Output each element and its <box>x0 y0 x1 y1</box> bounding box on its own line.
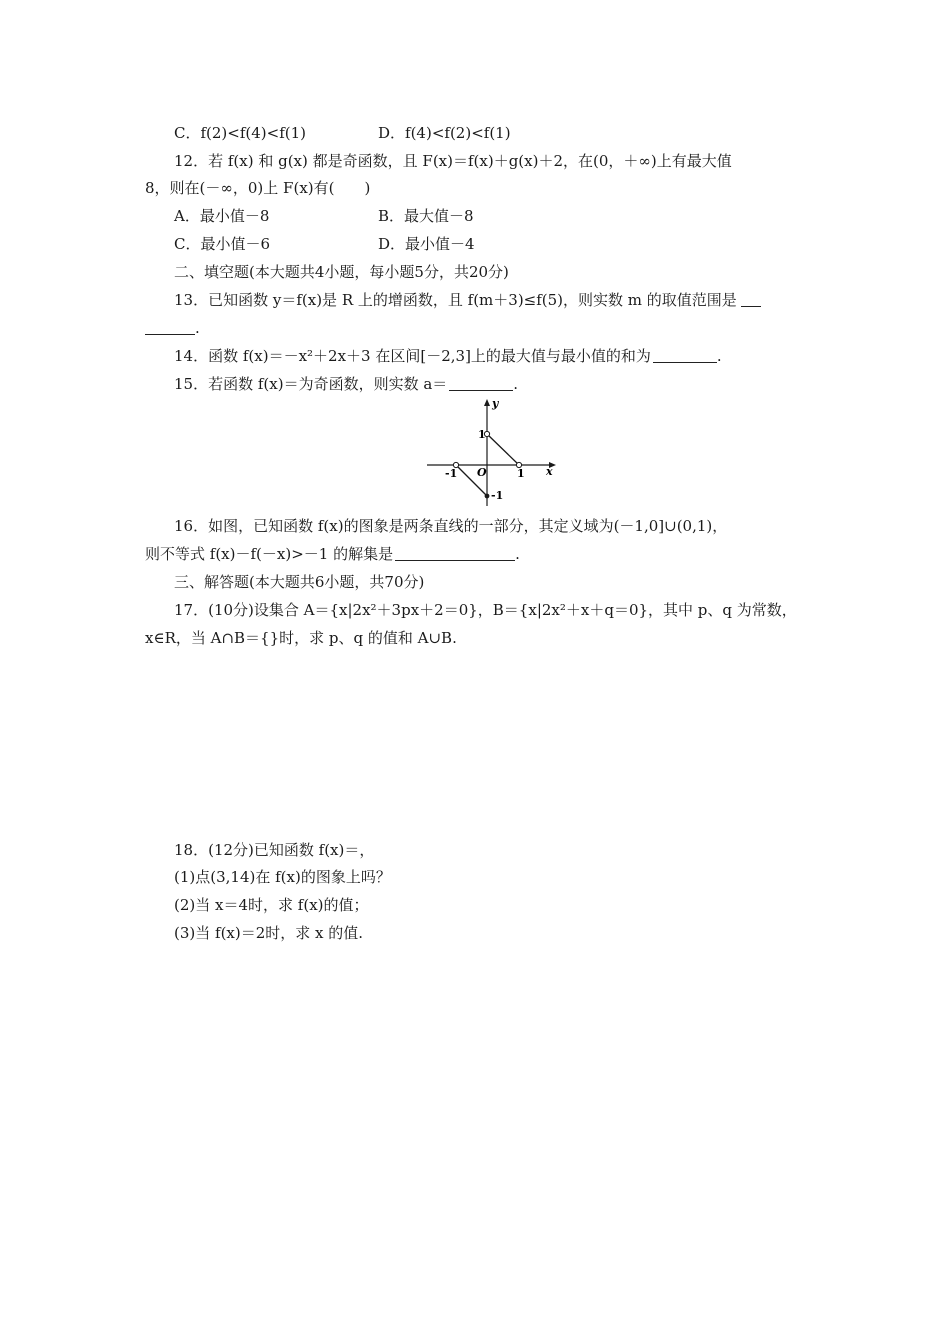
q16-stem-line2 <box>145 544 520 564</box>
q14-answer-blank <box>653 348 717 363</box>
section-heading-answer-text: 三、解答题(本大题共6小题，共70分) <box>174 573 425 591</box>
label-x-neg1: -1 <box>445 467 458 480</box>
q14-period: . <box>716 347 722 365</box>
q14-stem <box>174 346 722 366</box>
q12-stem-line2-text: 8，则在(－∞，0)上 F(x)有( ) <box>145 179 371 197</box>
q11-option-d <box>378 123 511 143</box>
q12-option-a-text: A．最小值－8 <box>174 207 270 225</box>
q17-stem-line1 <box>174 600 797 620</box>
section-heading-fill-in-text: 二、填空题(本大题共4小题，每小题5分，共20分) <box>174 263 509 281</box>
q12-stem-line2 <box>145 178 370 198</box>
segment-right <box>487 434 519 465</box>
q17-stem-line1-text: 17．(10分)设集合 A＝{x|2x²＋3px＋2＝0}，B＝{x|2x²＋x＋q＝0}，其中 p、q 为常数， <box>174 601 797 619</box>
label-y-1: 1 <box>478 428 486 441</box>
q15-answer-blank <box>449 376 513 391</box>
label-origin: O <box>477 466 487 479</box>
q16-stem-line2-text: 则不等式 f(x)－f(－x)>－1 的解集是 <box>145 545 394 563</box>
section-heading-fill-in <box>174 262 509 282</box>
label-y: y <box>492 397 499 410</box>
q12-option-d-text: D．最小值－4 <box>378 235 475 253</box>
q17-stem-line2-text: x∈R，当 A∩B＝{}时，求 p、q 的值和 A∪B. <box>145 629 457 647</box>
q13-answer-blank-part2 <box>145 320 195 335</box>
q12-stem-line1 <box>174 151 732 171</box>
q12-stem-line1-text: 12．若 f(x) 和 g(x) 都是奇函数，且 F(x)＝f(x)＋g(x)＋2，在(0，＋∞)上有最大值 <box>174 152 732 170</box>
q16-stem-line1 <box>174 516 727 536</box>
q15-period: . <box>513 375 519 393</box>
q13-stem-line2 <box>145 318 200 338</box>
q11-option-c-text: C．f(2)<f(4)<f(1) <box>174 124 307 142</box>
label-y-neg1: -1 <box>491 489 504 502</box>
section-heading-answer <box>174 572 424 592</box>
q13-stem-line1 <box>174 290 761 310</box>
q18-stem-text: 18．(12分)已知函数 f(x)＝， <box>174 841 375 859</box>
q13-stem-line1-text: 13．已知函数 y＝f(x)是 R 上的增函数，且 f(m＋3)≤f(5)，则实数 m 的取值范围是 <box>174 291 737 309</box>
q18-part1-text: (1)点(3,14)在 f(x)的图象上吗？ <box>174 868 391 886</box>
label-x-1: 1 <box>517 467 525 480</box>
q16-period: . <box>515 545 520 563</box>
function-graph-figure <box>422 396 562 508</box>
label-x: x <box>546 465 553 478</box>
q15-stem-text: 15．若函数 f(x)＝为奇函数，则实数 a＝ <box>174 375 448 393</box>
closed-point-0-neg1 <box>485 494 490 499</box>
q11-option-d-text: D．f(4)<f(2)<f(1) <box>378 124 511 142</box>
q11-option-c <box>174 123 306 143</box>
q18-part3-text: (3)当 f(x)＝2时，求 x 的值. <box>174 924 364 942</box>
q12-option-c-text: C．最小值－6 <box>174 235 271 253</box>
q12-option-b-text: B．最大值－8 <box>378 207 474 225</box>
q18-part2-text: (2)当 x＝4时，求 f(x)的值； <box>174 896 369 914</box>
q12-option-a <box>174 206 269 226</box>
q18-part3 <box>174 923 363 943</box>
q18-part2 <box>174 895 369 915</box>
q12-option-c <box>174 234 270 254</box>
q18-part1 <box>174 867 391 887</box>
q14-stem-text: 14．函数 f(x)＝－x²＋2x＋3 在区间[－2,3]上的最大值与最小值的和为 <box>174 347 651 365</box>
q12-option-b <box>378 206 474 226</box>
q15-stem <box>174 374 518 394</box>
q18-stem <box>174 840 374 860</box>
q17-stem-line2 <box>145 628 457 648</box>
q12-option-d <box>378 234 475 254</box>
q16-answer-blank <box>395 546 515 561</box>
q16-stem-line1-text: 16．如图，已知函数 f(x)的图象是两条直线的一部分，其定义域为(－1,0]∪(0,1)， <box>174 517 728 535</box>
q13-answer-blank-part1 <box>741 292 761 307</box>
q13-stem-line2-text: . <box>195 319 200 337</box>
y-axis-arrow <box>484 399 490 406</box>
